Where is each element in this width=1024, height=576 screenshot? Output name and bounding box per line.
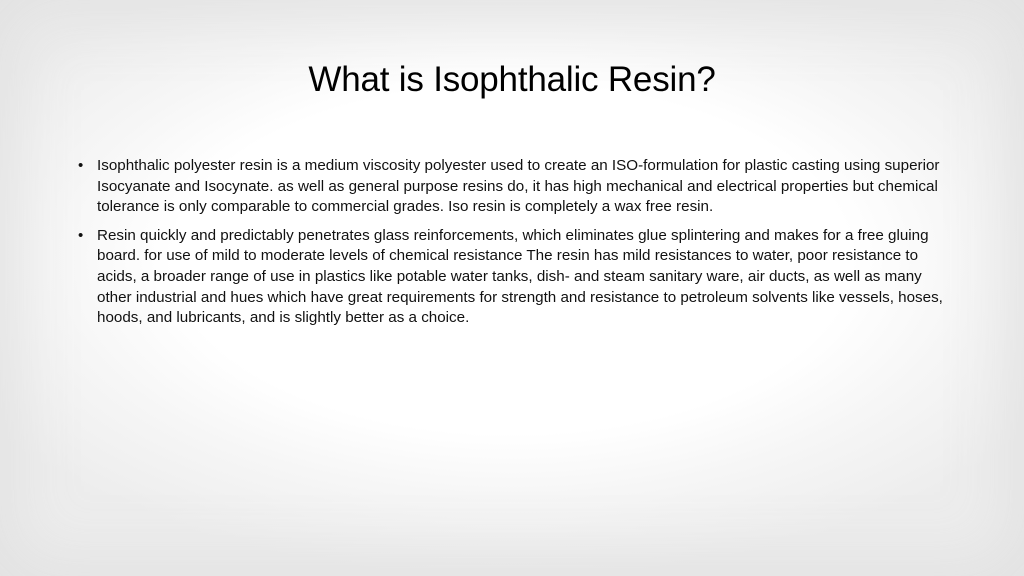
bullet-item xyxy=(76,226,946,329)
bullet-marker-icon: • xyxy=(78,226,84,244)
bullet-text: Isophthalic polyester resin is a medium viscosity polyester used to create an ISO-formulation for plastic casting using superior Isocyanate and Isocynate. as well as general purpose resins do, it has high mechanical and electrical properties but chemical tolerance is only comparable to commercial grades. Iso resin is completely a wax free resin. xyxy=(97,157,940,216)
slide-title: What is Isophthalic Resin? xyxy=(308,60,716,99)
bullet-list xyxy=(76,156,946,337)
bullet-item xyxy=(76,156,946,218)
bullet-text: Resin quickly and predictably penetrates glass reinforcements, which eliminates glue splintering and makes for a free gluing board. for use of mild to moderate levels of chemical resistance The resin has mild resistances to water, poor resistance to acids, a broader range of use in plastics like potable water tanks, dish- and steam sanitary ware, air ducts, as well as many other industrial and hues which have great requirements for strength and resistance to petroleum solvents like vessels, hoses, hoods, and lubricants, and is slightly better as a choice. xyxy=(97,226,943,327)
bullet-marker-icon: • xyxy=(78,157,84,174)
